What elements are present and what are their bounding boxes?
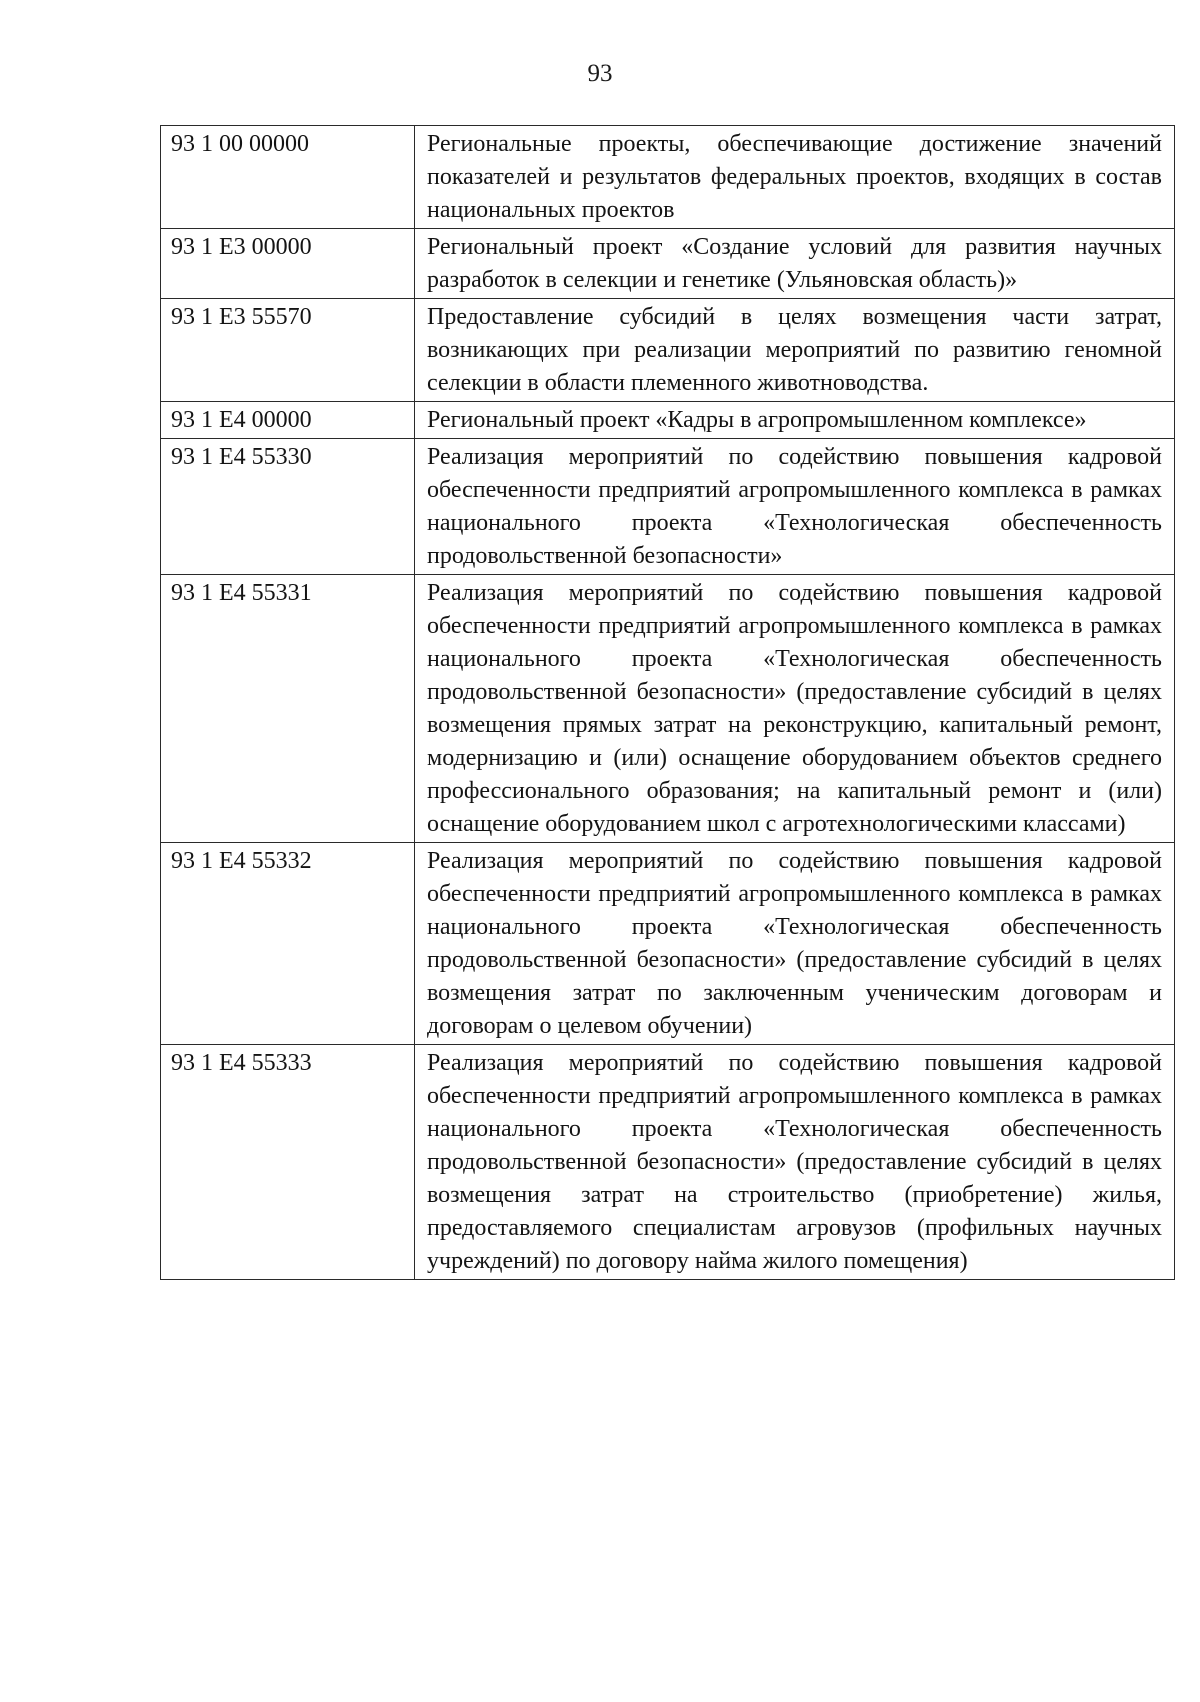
row-description: Реализация мероприятий по содействию повышения кадровой обеспеченности предприятий агропромышленного комплекса в рамках национального проекта «Технологическая обеспеченность продовольственной безопасности» (предоставление субсидий в целях возмещения прямых затрат на реконструкцию, капитальный ремонт, модернизацию и (или) оснащение оборудованием объектов среднего профессионального образования; на капитальный ремонт и (или) оснащение оборудованием школ с агротехнологическими классами) [415, 575, 1175, 843]
table-row [161, 1045, 1175, 1280]
page-number: 93 [587, 60, 613, 87]
row-code: 93 1 E4 00000 [161, 402, 415, 439]
table-row [161, 229, 1175, 299]
classification-table [160, 125, 1175, 1280]
row-code: 93 1 E4 55330 [161, 439, 415, 575]
row-description: Реализация мероприятий по содействию повышения кадровой обеспеченности предприятий агропромышленного комплекса в рамках национального проекта «Технологическая обеспеченность продовольственной безопасности» (предоставление субсидий в целях возмещения затрат по заключенным ученическим договорам и договорам о целевом обучении) [415, 843, 1175, 1045]
row-description: Реализация мероприятий по содействию повышения кадровой обеспеченности предприятий агропромышленного комплекса в рамках национального проекта «Технологическая обеспеченность продовольственной безопасности» [415, 439, 1175, 575]
row-description: Региональный проект «Создание условий для развития научных разработок в селекции и генетике (Ульяновская область)» [415, 229, 1175, 299]
row-code: 93 1 E4 55333 [161, 1045, 415, 1280]
table-row [161, 439, 1175, 575]
row-description: Предоставление субсидий в целях возмещения части затрат, возникающих при реализации мероприятий по развитию геномной селекции в области племенного животноводства. [415, 299, 1175, 402]
table-row [161, 299, 1175, 402]
table-row [161, 843, 1175, 1045]
table-row [161, 402, 1175, 439]
row-code: 93 1 E4 55331 [161, 575, 415, 843]
row-description: Региональный проект «Кадры в агропромышленном комплексе» [415, 402, 1175, 439]
table-row [161, 575, 1175, 843]
row-code: 93 1 E4 55332 [161, 843, 415, 1045]
row-code: 93 1 00 00000 [161, 126, 415, 229]
row-description: Реализация мероприятий по содействию повышения кадровой обеспеченности предприятий агропромышленного комплекса в рамках национального проекта «Технологическая обеспеченность продовольственной безопасности» (предоставление субсидий в целях возмещения затрат на строительство (приобретение) жилья, предоставляемого специалистам агровузов (профильных научных учреждений) по договору найма жилого помещения) [415, 1045, 1175, 1280]
row-code: 93 1 E3 00000 [161, 229, 415, 299]
table-row [161, 126, 1175, 229]
row-description: Региональные проекты, обеспечивающие достижение значений показателей и результатов федеральных проектов, входящих в состав национальных проектов [415, 126, 1175, 229]
row-code: 93 1 E3 55570 [161, 299, 415, 402]
